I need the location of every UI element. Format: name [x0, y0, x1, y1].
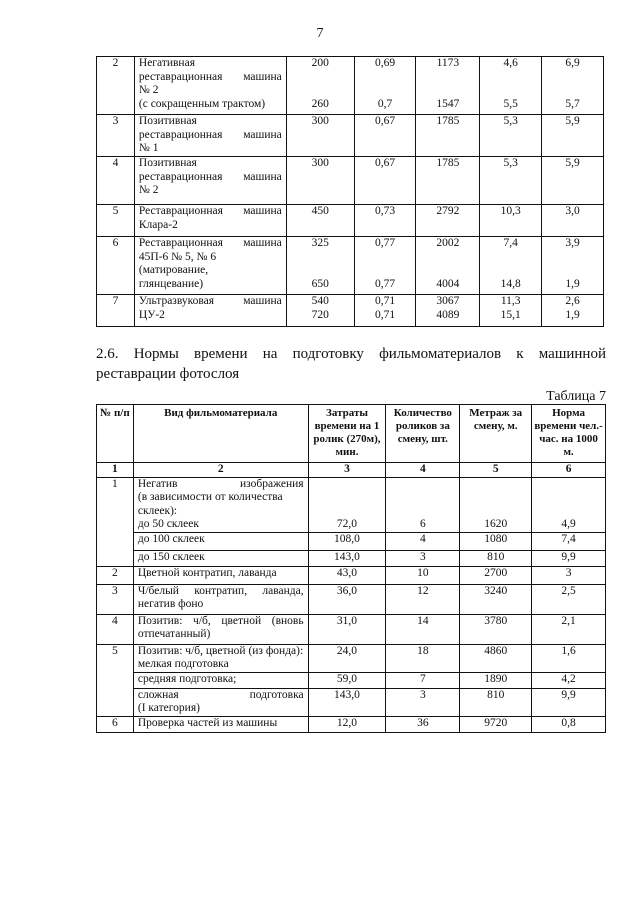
- row-number: 3: [97, 584, 134, 614]
- material-name: Позитив: ч/б, цветной (из фонда): мелкая подготовка: [133, 644, 308, 672]
- column-number: 3: [308, 463, 386, 478]
- value-cell: 0,8: [532, 716, 606, 732]
- value-cell: 6,9 5,7: [542, 57, 604, 115]
- material-name: Проверка частей из машины: [133, 716, 308, 732]
- column-number: 6: [532, 463, 606, 478]
- value-cell: 0,67: [354, 115, 416, 157]
- norms-table: [96, 404, 606, 733]
- column-number: 1: [97, 463, 134, 478]
- value-cell: 4,2: [532, 672, 606, 688]
- value-cell: 3,9 1,9: [542, 237, 604, 295]
- value-cell: 4: [386, 532, 460, 550]
- value-cell: 0,77 0,77: [354, 237, 416, 295]
- value-cell: 43,0: [308, 566, 386, 584]
- value-cell: 4860: [460, 644, 532, 672]
- value-cell: 1785: [416, 115, 480, 157]
- material-name: Цветной контратип, лаванда: [133, 566, 308, 584]
- row-number: 4: [97, 157, 135, 205]
- machine-name: Ультразвуковая машина ЦУ-2: [134, 295, 286, 327]
- material-name: сложная подготовка (I категория): [133, 688, 308, 716]
- row-number: 5: [97, 205, 135, 237]
- value-cell: 0,71 0,71: [354, 295, 416, 327]
- value-cell: 325 650: [286, 237, 354, 295]
- value-cell: 1785: [416, 157, 480, 205]
- value-cell: 7,4: [532, 532, 606, 550]
- value-cell: 3: [532, 566, 606, 584]
- row-number: 3: [97, 115, 135, 157]
- machine-name: Негативная реставрационная машина № 2 (с сокращенным трактом): [134, 57, 286, 115]
- material-name: средняя подготовка;: [133, 672, 308, 688]
- value-cell: 10,3: [480, 205, 542, 237]
- value-cell: 2700: [460, 566, 532, 584]
- value-cell: 143,0: [308, 688, 386, 716]
- column-header: Метраж за смену, м.: [460, 405, 532, 463]
- table-row: [97, 672, 606, 688]
- value-cell: 2,6 1,9: [542, 295, 604, 327]
- value-cell: 12: [386, 584, 460, 614]
- value-cell: 3,0: [542, 205, 604, 237]
- value-cell: 2002 4004: [416, 237, 480, 295]
- row-number: 6: [97, 237, 135, 295]
- value-cell: 5,9: [542, 157, 604, 205]
- value-cell: 108,0: [308, 532, 386, 550]
- value-cell: 300: [286, 157, 354, 205]
- value-cell: 450: [286, 205, 354, 237]
- value-cell: 3: [386, 550, 460, 566]
- value-cell: 2,5: [532, 584, 606, 614]
- page-number: 7: [316, 26, 324, 41]
- value-cell: 9,9: [532, 688, 606, 716]
- table-row: [97, 115, 604, 157]
- material-name: до 100 склеек: [133, 532, 308, 550]
- value-cell: 540 720: [286, 295, 354, 327]
- machine-name: Реставрационная машина 45П-6 № 5, № 6 (матирование, глянцевание): [134, 237, 286, 295]
- material-name: до 150 склеек: [133, 550, 308, 566]
- row-number: 6: [97, 716, 134, 732]
- column-number-row: [97, 463, 606, 478]
- value-cell: 1080: [460, 532, 532, 550]
- table-row: [97, 237, 604, 295]
- value-cell: 1620: [460, 477, 532, 532]
- row-number: 1: [97, 477, 134, 566]
- table-row: [97, 205, 604, 237]
- value-cell: 1890: [460, 672, 532, 688]
- column-header: Затраты времени на 1 ролик (270м), мин.: [308, 405, 386, 463]
- value-cell: 72,0: [308, 477, 386, 532]
- machine-name: Реставрационная машина Клара-2: [134, 205, 286, 237]
- table-row: [97, 584, 606, 614]
- value-cell: 810: [460, 688, 532, 716]
- value-cell: 4,9: [532, 477, 606, 532]
- row-number: 4: [97, 614, 134, 644]
- value-cell: 1173 1547: [416, 57, 480, 115]
- value-cell: 200 260: [286, 57, 354, 115]
- material-name: Ч/белый контратип, лаванда, негатив фоно: [133, 584, 308, 614]
- value-cell: 3: [386, 688, 460, 716]
- row-number: 2: [97, 566, 134, 584]
- value-cell: 18: [386, 644, 460, 672]
- table-row: [97, 614, 606, 644]
- table-row: [97, 532, 606, 550]
- column-header: Норма времени чел.-час. на 1000 м.: [532, 405, 606, 463]
- material-name: Негатив изображения (в зависимости от количества склеек): до 50 склеек: [133, 477, 308, 532]
- table-row: [97, 644, 606, 672]
- value-cell: 10: [386, 566, 460, 584]
- machine-name: Позитивная реставрационная машина № 1: [134, 115, 286, 157]
- value-cell: 7: [386, 672, 460, 688]
- value-cell: 9,9: [532, 550, 606, 566]
- value-cell: 5,9: [542, 115, 604, 157]
- row-number: 7: [97, 295, 135, 327]
- value-cell: 5,3: [480, 115, 542, 157]
- value-cell: 6: [386, 477, 460, 532]
- value-cell: 0,69 0,7: [354, 57, 416, 115]
- name-line: реставрационная машина: [138, 70, 282, 83]
- column-number: 4: [386, 463, 460, 478]
- table-row: [97, 295, 604, 327]
- value-cell: 59,0: [308, 672, 386, 688]
- machine-table: [96, 56, 604, 327]
- value-cell: 31,0: [308, 614, 386, 644]
- value-cell: 36,0: [308, 584, 386, 614]
- value-cell: 2,1: [532, 614, 606, 644]
- value-cell: 810: [460, 550, 532, 566]
- row-number: 2: [97, 57, 135, 115]
- material-name: Позитив: ч/б, цветной (вновь отпечатанный): [133, 614, 308, 644]
- column-header: Вид фильмоматериала: [133, 405, 308, 463]
- table-row: [97, 57, 604, 115]
- value-cell: 300: [286, 115, 354, 157]
- column-header: Количество роликов за смену, шт.: [386, 405, 460, 463]
- value-cell: 5,3: [480, 157, 542, 205]
- table-row: [97, 716, 606, 732]
- value-cell: 1,6: [532, 644, 606, 672]
- table-row: [97, 550, 606, 566]
- value-cell: 9720: [460, 716, 532, 732]
- section-heading: 2.6. Нормы времени на подготовку фильмоматериалов к машинной реставрации фотослоя: [96, 346, 606, 382]
- value-cell: 2792: [416, 205, 480, 237]
- table-label: Таблица 7: [546, 389, 606, 404]
- value-cell: 143,0: [308, 550, 386, 566]
- table-row: [97, 477, 606, 532]
- value-cell: 3240: [460, 584, 532, 614]
- value-cell: 3780: [460, 614, 532, 644]
- value-cell: 11,3 15,1: [480, 295, 542, 327]
- value-cell: 4,6 5,5: [480, 57, 542, 115]
- value-cell: 36: [386, 716, 460, 732]
- table-row: [97, 566, 606, 584]
- value-cell: 14: [386, 614, 460, 644]
- table-row: [97, 688, 606, 716]
- value-cell: 24,0: [308, 644, 386, 672]
- machine-name: Позитивная реставрационная машина № 2: [134, 157, 286, 205]
- table-header-row: [97, 405, 606, 463]
- value-cell: 3067 4089: [416, 295, 480, 327]
- value-cell: 7,4 14,8: [480, 237, 542, 295]
- table-row: [97, 157, 604, 205]
- value-cell: 12,0: [308, 716, 386, 732]
- column-header: № п/п: [97, 405, 134, 463]
- value-cell: 0,73: [354, 205, 416, 237]
- column-number: 2: [133, 463, 308, 478]
- column-number: 5: [460, 463, 532, 478]
- row-number: 5: [97, 644, 134, 716]
- value-cell: 0,67: [354, 157, 416, 205]
